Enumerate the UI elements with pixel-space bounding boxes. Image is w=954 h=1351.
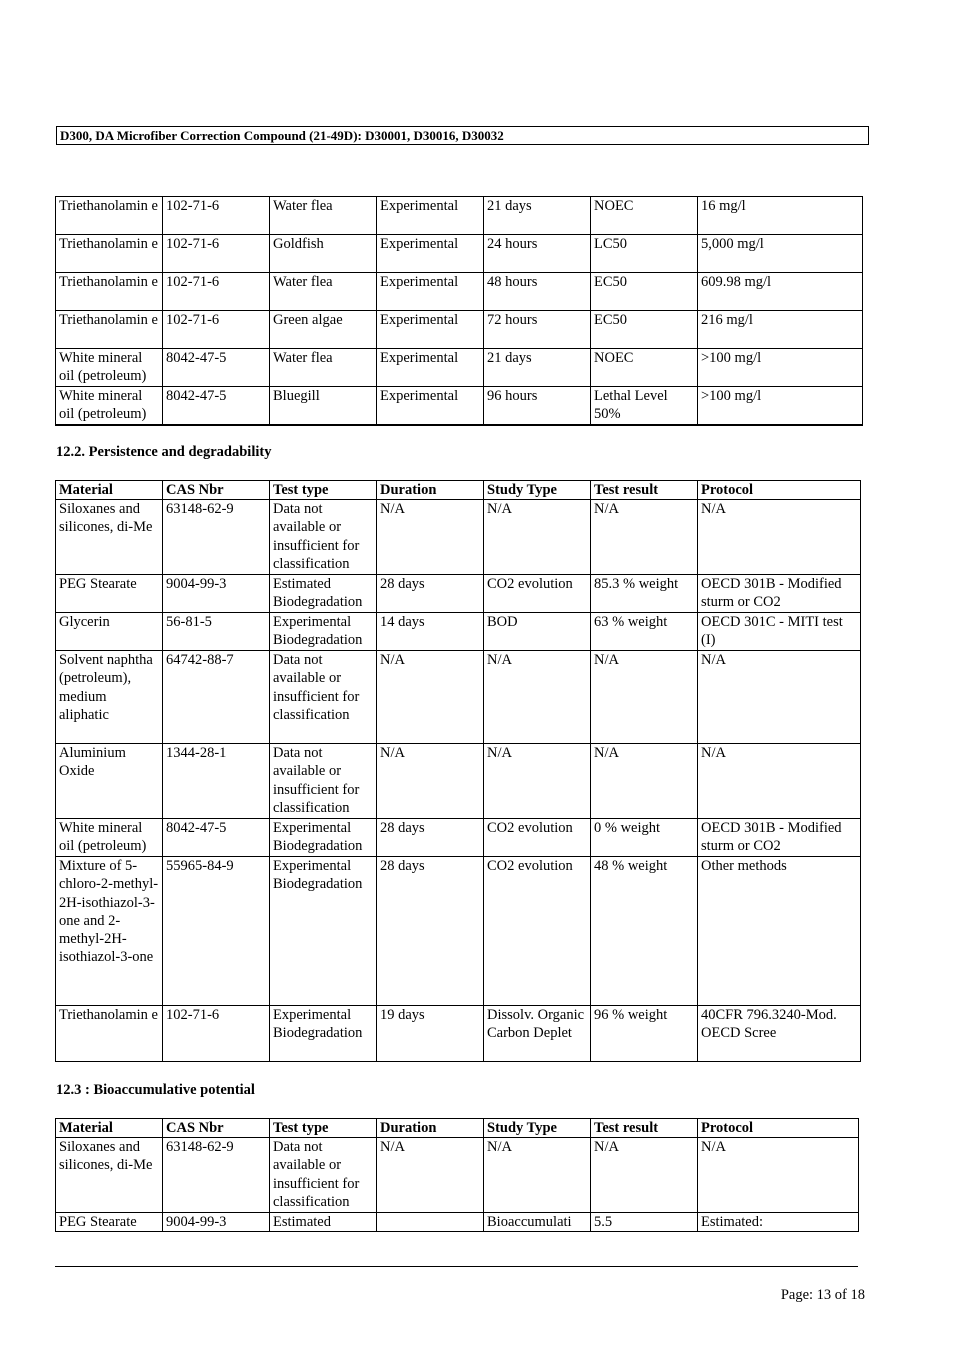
table-cell: 28 days bbox=[377, 819, 484, 857]
column-header: CAS Nbr bbox=[163, 1119, 270, 1138]
table-cell: Lethal Level 50% bbox=[591, 387, 698, 426]
table-row bbox=[56, 651, 861, 744]
table-cell: Triethanolamin e bbox=[56, 197, 163, 235]
table-cell: 102-71-6 bbox=[163, 235, 270, 273]
table-cell: Aluminium Oxide bbox=[56, 744, 163, 819]
table-cell: OECD 301B - Modified sturm or CO2 bbox=[698, 819, 861, 857]
column-header: CAS Nbr bbox=[163, 481, 270, 500]
table-cell: 40CFR 796.3240-Mod. OECD Scree bbox=[698, 1006, 861, 1062]
table-cell: 48 % weight bbox=[591, 857, 698, 1006]
table-cell: Experimental bbox=[377, 235, 484, 273]
page-number: Page: 13 of 18 bbox=[780, 1287, 865, 1303]
table-cell: 102-71-6 bbox=[163, 1006, 270, 1062]
table-cell: Goldfish bbox=[270, 235, 377, 273]
column-header: Material bbox=[56, 1119, 163, 1138]
table-cell: Experimental Biodegradation bbox=[270, 857, 377, 1006]
table-cell: N/A bbox=[591, 651, 698, 744]
table-cell: N/A bbox=[377, 651, 484, 744]
table-cell: 102-71-6 bbox=[163, 273, 270, 311]
column-header: Test type bbox=[270, 1119, 377, 1138]
table-cell: Bioaccumulati bbox=[484, 1213, 591, 1232]
table-cell: Data not available or insufficient for classification bbox=[270, 1138, 377, 1213]
table-cell: 28 days bbox=[377, 857, 484, 1006]
table-cell: 19 days bbox=[377, 1006, 484, 1062]
table-cell: 0 % weight bbox=[591, 819, 698, 857]
table-cell: 63148-62-9 bbox=[163, 1138, 270, 1213]
table-cell: N/A bbox=[377, 500, 484, 575]
table-cell: Experimental bbox=[377, 197, 484, 235]
table-cell: Water flea bbox=[270, 273, 377, 311]
table-cell: Dissolv. Organic Carbon Deplet bbox=[484, 1006, 591, 1062]
bioaccumulative-section-title: 12.3 : Bioaccumulative potential bbox=[56, 1082, 255, 1098]
table-cell: EC50 bbox=[591, 273, 698, 311]
table-cell: 14 days bbox=[377, 613, 484, 651]
table-cell: 16 mg/l bbox=[698, 197, 863, 235]
table-cell: 28 days bbox=[377, 575, 484, 613]
table-cell: >100 mg/l bbox=[698, 349, 863, 387]
persistence-table bbox=[55, 480, 861, 1062]
table-cell: Triethanolamin e bbox=[56, 273, 163, 311]
table-cell: Triethanolamin e bbox=[56, 235, 163, 273]
table-cell: Estimated Biodegradation bbox=[270, 575, 377, 613]
table-row bbox=[56, 311, 863, 349]
table-cell: 21 days bbox=[484, 349, 591, 387]
table-cell: 8042-47-5 bbox=[163, 819, 270, 857]
table-cell: OECD 301B - Modified sturm or CO2 bbox=[698, 575, 861, 613]
table-cell: Siloxanes and silicones, di-Me bbox=[56, 500, 163, 575]
table-cell: N/A bbox=[698, 744, 861, 819]
table-cell: N/A bbox=[484, 744, 591, 819]
table-cell: 102-71-6 bbox=[163, 311, 270, 349]
table-cell: N/A bbox=[698, 1138, 859, 1213]
column-header: Protocol bbox=[698, 481, 861, 500]
table-cell: 55965-84-9 bbox=[163, 857, 270, 1006]
table-cell: N/A bbox=[591, 500, 698, 575]
table-cell: Experimental bbox=[377, 273, 484, 311]
table-cell: 5,000 mg/l bbox=[698, 235, 863, 273]
table-cell: 102-71-6 bbox=[163, 197, 270, 235]
table-cell: White mineral oil (petroleum) bbox=[56, 349, 163, 387]
table-cell: 24 hours bbox=[484, 235, 591, 273]
table-cell: CO2 evolution bbox=[484, 819, 591, 857]
table-cell: Experimental Biodegradation bbox=[270, 1006, 377, 1062]
table-cell: 9004-99-3 bbox=[163, 575, 270, 613]
table-row bbox=[56, 1138, 859, 1213]
table-cell: Green algae bbox=[270, 311, 377, 349]
table-cell: Bluegill bbox=[270, 387, 377, 426]
column-header: Test result bbox=[591, 1119, 698, 1138]
column-header: Duration bbox=[377, 1119, 484, 1138]
column-header: Test result bbox=[591, 481, 698, 500]
table-cell: Experimental Biodegradation bbox=[270, 819, 377, 857]
table-cell bbox=[377, 1213, 484, 1232]
table-cell: Data not available or insufficient for classification bbox=[270, 744, 377, 819]
table-cell: Glycerin bbox=[56, 613, 163, 651]
table-cell: 609.98 mg/l bbox=[698, 273, 863, 311]
table-cell: PEG Stearate bbox=[56, 1213, 163, 1232]
column-header: Material bbox=[56, 481, 163, 500]
table-cell: N/A bbox=[484, 500, 591, 575]
table-cell: N/A bbox=[377, 1138, 484, 1213]
table-cell: 64742-88-7 bbox=[163, 651, 270, 744]
table-cell: >100 mg/l bbox=[698, 387, 863, 426]
table-cell: 63148-62-9 bbox=[163, 500, 270, 575]
table-cell: N/A bbox=[484, 651, 591, 744]
table-cell: 72 hours bbox=[484, 311, 591, 349]
table-cell: Triethanolamin e bbox=[56, 1006, 163, 1062]
table-header-row bbox=[56, 481, 861, 500]
persistence-section-title: 12.2. Persistence and degradability bbox=[56, 444, 272, 460]
table-row bbox=[56, 613, 861, 651]
table-cell: Experimental bbox=[377, 311, 484, 349]
table-cell: Estimated: bbox=[698, 1213, 859, 1232]
table-cell: N/A bbox=[698, 651, 861, 744]
table-row bbox=[56, 197, 863, 235]
table-cell: 1344-28-1 bbox=[163, 744, 270, 819]
table-cell: 9004-99-3 bbox=[163, 1213, 270, 1232]
table-cell: NOEC bbox=[591, 197, 698, 235]
table-cell: N/A bbox=[484, 1138, 591, 1213]
table-cell: NOEC bbox=[591, 349, 698, 387]
column-header: Study Type bbox=[484, 1119, 591, 1138]
table-cell: CO2 evolution bbox=[484, 575, 591, 613]
table-cell: Experimental bbox=[377, 387, 484, 426]
table-cell: Mixture of 5-chloro-2-methyl-2H-isothiazol-3-one and 2-methyl-2H-isothiazol-3-one bbox=[56, 857, 163, 1006]
table-cell: OECD 301C - MITI test (I) bbox=[698, 613, 861, 651]
table-cell: LC50 bbox=[591, 235, 698, 273]
table-cell: N/A bbox=[698, 500, 861, 575]
table-cell: 96 hours bbox=[484, 387, 591, 426]
table-row bbox=[56, 819, 861, 857]
table-cell: White mineral oil (petroleum) bbox=[56, 387, 163, 426]
table-cell: 63 % weight bbox=[591, 613, 698, 651]
column-header: Protocol bbox=[698, 1119, 859, 1138]
table-cell: EC50 bbox=[591, 311, 698, 349]
table-header-row bbox=[56, 1119, 859, 1138]
table-cell: N/A bbox=[377, 744, 484, 819]
table-row bbox=[56, 235, 863, 273]
column-header: Study Type bbox=[484, 481, 591, 500]
table-cell: BOD bbox=[484, 613, 591, 651]
table-cell: 5.5 bbox=[591, 1213, 698, 1232]
table-cell: 56-81-5 bbox=[163, 613, 270, 651]
aquatic-toxicity-table bbox=[55, 196, 863, 426]
document-header-title: D300, DA Microfiber Correction Compound (21-49D): D30001, D30016, D30032 bbox=[56, 126, 869, 145]
table-cell: 8042-47-5 bbox=[163, 387, 270, 426]
table-cell: Water flea bbox=[270, 349, 377, 387]
table-row bbox=[56, 387, 863, 426]
table-cell: Siloxanes and silicones, di-Me bbox=[56, 1138, 163, 1213]
table-cell: 21 days bbox=[484, 197, 591, 235]
table-cell: Data not available or insufficient for classification bbox=[270, 651, 377, 744]
table-cell: 85.3 % weight bbox=[591, 575, 698, 613]
table-cell: Triethanolamin e bbox=[56, 311, 163, 349]
table-row bbox=[56, 273, 863, 311]
table-cell: CO2 evolution bbox=[484, 857, 591, 1006]
table-cell: N/A bbox=[591, 744, 698, 819]
table-row bbox=[56, 1006, 861, 1062]
table-cell: Data not available or insufficient for classification bbox=[270, 500, 377, 575]
table-cell: Experimental Biodegradation bbox=[270, 613, 377, 651]
table-cell: 96 % weight bbox=[591, 1006, 698, 1062]
table-cell: PEG Stearate bbox=[56, 575, 163, 613]
footer-divider bbox=[55, 1266, 858, 1267]
table-cell: 8042-47-5 bbox=[163, 349, 270, 387]
table-cell: Other methods bbox=[698, 857, 861, 1006]
table-cell: White mineral oil (petroleum) bbox=[56, 819, 163, 857]
table-row bbox=[56, 349, 863, 387]
table-row bbox=[56, 1213, 859, 1232]
table-cell: 48 hours bbox=[484, 273, 591, 311]
bioaccumulative-table bbox=[55, 1118, 859, 1232]
table-cell: Water flea bbox=[270, 197, 377, 235]
column-header: Duration bbox=[377, 481, 484, 500]
table-cell: Solvent naphtha (petroleum), medium aliphatic bbox=[56, 651, 163, 744]
table-cell: Estimated bbox=[270, 1213, 377, 1232]
table-row bbox=[56, 744, 861, 819]
table-cell: 216 mg/l bbox=[698, 311, 863, 349]
table-row bbox=[56, 575, 861, 613]
table-cell: Experimental bbox=[377, 349, 484, 387]
table-row bbox=[56, 857, 861, 1006]
table-cell: N/A bbox=[591, 1138, 698, 1213]
column-header: Test type bbox=[270, 481, 377, 500]
table-row bbox=[56, 500, 861, 575]
